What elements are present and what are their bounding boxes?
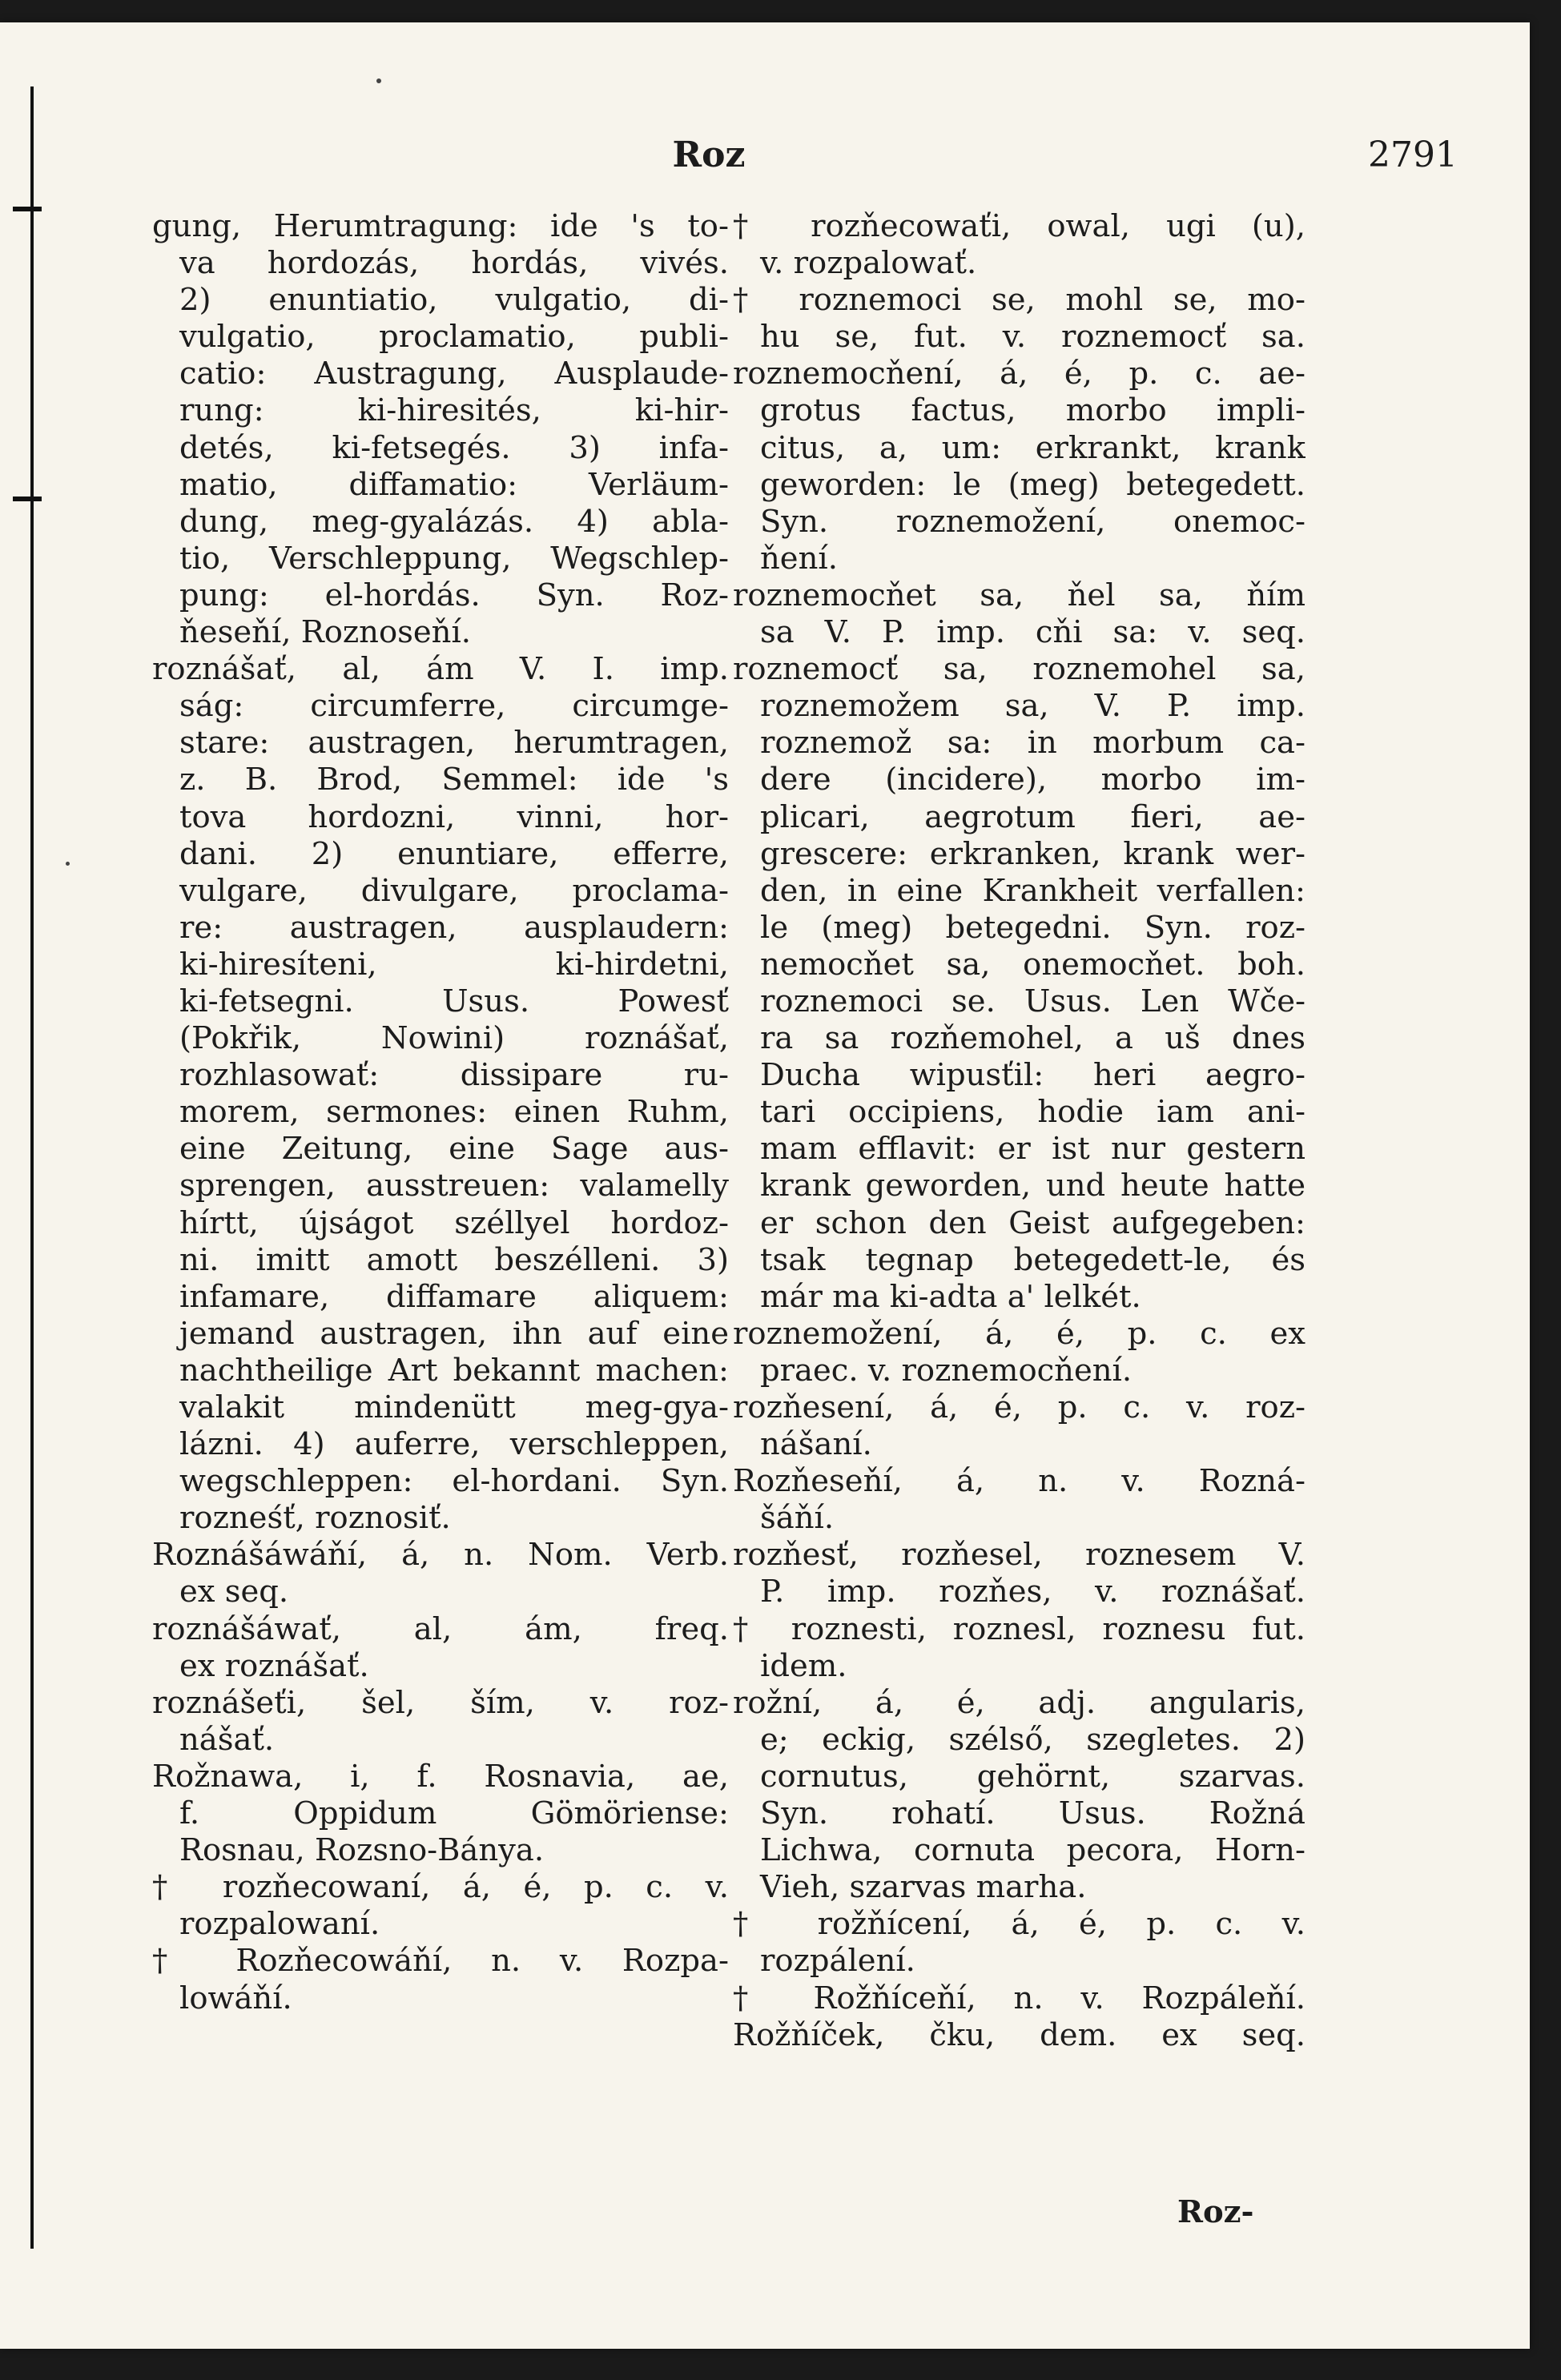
text-line: z. B. Brod, Semmel: ide 's (179, 762, 729, 798)
text-line: rozneśť, roznosiť. (179, 1500, 451, 1537)
text-line: ňeseňí, Roznoseňí. (179, 614, 472, 651)
text-line: roznemož sa: in morbum ca- (760, 725, 1306, 762)
text-line: rozhlasowať: dissipare ru- (179, 1057, 729, 1094)
text-line: le (meg) betegedni. Syn. roz- (760, 909, 1306, 946)
text-line: roznemožem sa, V. P. imp. (760, 688, 1306, 725)
text-line: Lichwa, cornuta pecora, Horn- (760, 1832, 1306, 1869)
text-line: ki-fetsegni. Usus. Powesť (179, 983, 729, 1019)
text-line: † roznemoci se, mohl se, mo- (733, 282, 1306, 319)
text-line: ki-hiresíteni, ki-hirdetni, (179, 946, 729, 983)
text-line: nášať. (179, 1721, 275, 1758)
text-line: šáňí. (760, 1500, 835, 1537)
text-line: vulgare, divulgare, proclama- (179, 872, 729, 909)
text-line: roznemoci se. Usus. Len Wče- (760, 983, 1306, 1019)
text-line: dere (incidere), morbo im- (760, 762, 1306, 798)
text-line: krank geworden, und heute hatte (760, 1168, 1306, 1204)
text-line: mam efflavit: er ist nur gestern (760, 1131, 1306, 1168)
text-line: roznášať, al, ám V. I. imp. (152, 651, 729, 688)
text-line: (Pokřik, Nowini) roznášať, (179, 1020, 729, 1057)
text-line: infamare, diffamare aliquem: (179, 1278, 729, 1315)
text-line: rozňesť, rozňesel, roznesem V. (733, 1537, 1306, 1574)
text-line: roznemocňení, á, é, p. c. ae- (733, 356, 1306, 392)
text-line: f. Oppidum Gömöriense: (179, 1795, 729, 1832)
text-line: már ma ki-adta a' lelkét. (760, 1278, 1141, 1315)
text-line: rozpalowaní. (179, 1906, 380, 1943)
text-line: ex seq. (179, 1574, 289, 1610)
text-line: nachtheilige Art bekannt machen: (179, 1352, 729, 1389)
text-line: rozňesení, á, é, p. c. v. roz- (733, 1389, 1306, 1425)
text-line: lowáňí. (179, 1980, 292, 2016)
text-line: den, in eine Krankheit verfallen: (760, 872, 1306, 909)
text-line: tova hordozni, vinni, hor- (179, 798, 729, 835)
text-line: plicari, aegrotum fieri, ae- (760, 798, 1306, 835)
text-line: catio: Austragung, Ausplaude- (179, 356, 729, 392)
text-line: pung: el-hordás. Syn. Roz- (179, 577, 729, 613)
right-column (733, 208, 1306, 2054)
text-line: tsak tegnap betegedett-le, és (760, 1241, 1306, 1278)
text-line: v. rozpalowať. (760, 245, 977, 282)
text-line: rung: ki-hiresités, ki-hir- (179, 392, 729, 429)
left-column (152, 208, 729, 2017)
text-line: grescere: erkranken, krank wer- (760, 835, 1306, 872)
text-line: idem. (760, 1647, 847, 1684)
text-line: er schon den Geist aufgegeben: (760, 1204, 1306, 1241)
text-line: rozpálení. (760, 1943, 915, 1980)
text-line: hírtt, újságot széllyel hordoz- (179, 1204, 729, 1241)
text-line: Roznášáwáňí, á, n. Nom. Verb. (152, 1537, 729, 1574)
text-line: rožní, á, é, adj. angularis, (733, 1684, 1306, 1721)
binding-edge-rule (30, 86, 34, 2249)
text-line: † rozňecowaní, á, é, p. c. v. (152, 1869, 729, 1906)
text-line: † rozňecowaťi, owal, ugi (u), (733, 208, 1306, 244)
text-line: hu se, fut. v. roznemocť sa. (760, 319, 1306, 356)
text-line: roznemožení, á, é, p. c. ex (733, 1315, 1306, 1352)
dictionary-page (0, 22, 1530, 2349)
text-line: Rožnawa, i, f. Rosnavia, ae, (152, 1758, 729, 1795)
text-line: Rožňíček, čku, dem. ex seq. (733, 2016, 1306, 2053)
text-line: Rosnau, Rozsno-Bánya. (179, 1832, 545, 1869)
text-line: Rozňeseňí, á, n. v. Rozná- (733, 1463, 1306, 1500)
running-head-word: Roz (672, 135, 746, 175)
text-line: roznášeťi, šel, ším, v. roz- (152, 1684, 729, 1721)
text-line: roznemocňet sa, ňel sa, ňím (733, 577, 1306, 613)
text-line: roznášáwať, al, ám, freq. (152, 1610, 729, 1647)
text-line: tio, Verschleppung, Wegschlep- (179, 540, 729, 577)
text-line: † roznesti, roznesl, roznesu fut. (733, 1610, 1306, 1647)
text-line: va hordozás, hordás, vivés. (179, 245, 729, 282)
text-line: dani. 2) enuntiare, efferre, (179, 835, 729, 872)
text-line: eine Zeitung, eine Sage aus- (179, 1131, 729, 1168)
text-line: lázni. 4) auferre, verschleppen, (179, 1426, 729, 1463)
page-header (128, 135, 1458, 183)
text-line: citus, a, um: erkrankt, krank (760, 429, 1306, 466)
text-line: praec. v. roznemocňení. (760, 1352, 1133, 1389)
text-line: ni. imitt amott beszélleni. 3) (179, 1241, 729, 1278)
text-line: sprengen, ausstreuen: valamelly (179, 1168, 729, 1204)
page-number: 2791 (1368, 135, 1458, 175)
text-line: cornutus, gehörnt, szarvas. (760, 1758, 1306, 1795)
text-line: † Rožňíceňí, n. v. Rozpáleňí. (733, 1980, 1306, 2016)
paper-speck (376, 78, 381, 83)
text-line: dung, meg-gyalázás. 4) abla- (179, 503, 729, 540)
text-line: Vieh, szarvas marha. (760, 1869, 1087, 1906)
binding-tick (13, 207, 42, 211)
text-line: ex roznášať. (179, 1647, 369, 1684)
text-line: Syn. rohatí. Usus. Rožná (760, 1795, 1306, 1832)
text-line: ňení. (760, 540, 838, 577)
text-line: stare: austragen, herumtragen, (179, 725, 729, 762)
text-line: jemand austragen, ihn auf eine (179, 1315, 729, 1352)
text-line: detés, ki-fetsegés. 3) infa- (179, 429, 729, 466)
text-line: valakit mindenütt meg-gya- (179, 1389, 729, 1425)
text-line: matio, diffamatio: Verläum- (179, 466, 729, 503)
text-line: Syn. roznemožení, onemoc- (760, 503, 1306, 540)
text-line: ság: circumferre, circumge- (179, 688, 729, 725)
text-line: wegschleppen: el-hordani. Syn. (179, 1463, 729, 1500)
text-line: † Rozňecowáňí, n. v. Rozpa- (152, 1943, 729, 1980)
binding-tick (13, 497, 42, 501)
text-line: tari occipiens, hodie iam ani- (760, 1094, 1306, 1131)
text-line: gung, Herumtragung: ide 's to- (152, 208, 729, 244)
text-line: Ducha wipusťil: heri aegro- (760, 1057, 1306, 1094)
text-line: geworden: le (meg) betegedett. (760, 466, 1306, 503)
text-line: P. imp. rozňes, v. roznášať. (760, 1574, 1306, 1610)
text-line: re: austragen, ausplaudern: (179, 909, 729, 946)
text-line: ra sa rozňemohel, a uš dnes (760, 1020, 1306, 1057)
text-line: vulgatio, proclamatio, publi- (179, 319, 729, 356)
text-line: nemocňet sa, onemocňet. boh. (760, 946, 1306, 983)
catchword: Roz- (1177, 2194, 1254, 2230)
text-line: nášaní. (760, 1426, 872, 1463)
text-line: roznemocť sa, roznemohel sa, (733, 651, 1306, 688)
text-line: grotus factus, morbo impli- (760, 392, 1306, 429)
text-line: sa V. P. imp. cňi sa: v. seq. (760, 614, 1306, 651)
text-line: † rožňícení, á, é, p. c. v. (733, 1906, 1306, 1943)
text-line: e; eckig, szélső, szegletes. 2) (760, 1721, 1306, 1758)
text-line: 2) enuntiatio, vulgatio, di- (179, 282, 729, 319)
paper-speck (66, 862, 70, 866)
text-line: morem, sermones: einen Ruhm, (179, 1094, 729, 1131)
